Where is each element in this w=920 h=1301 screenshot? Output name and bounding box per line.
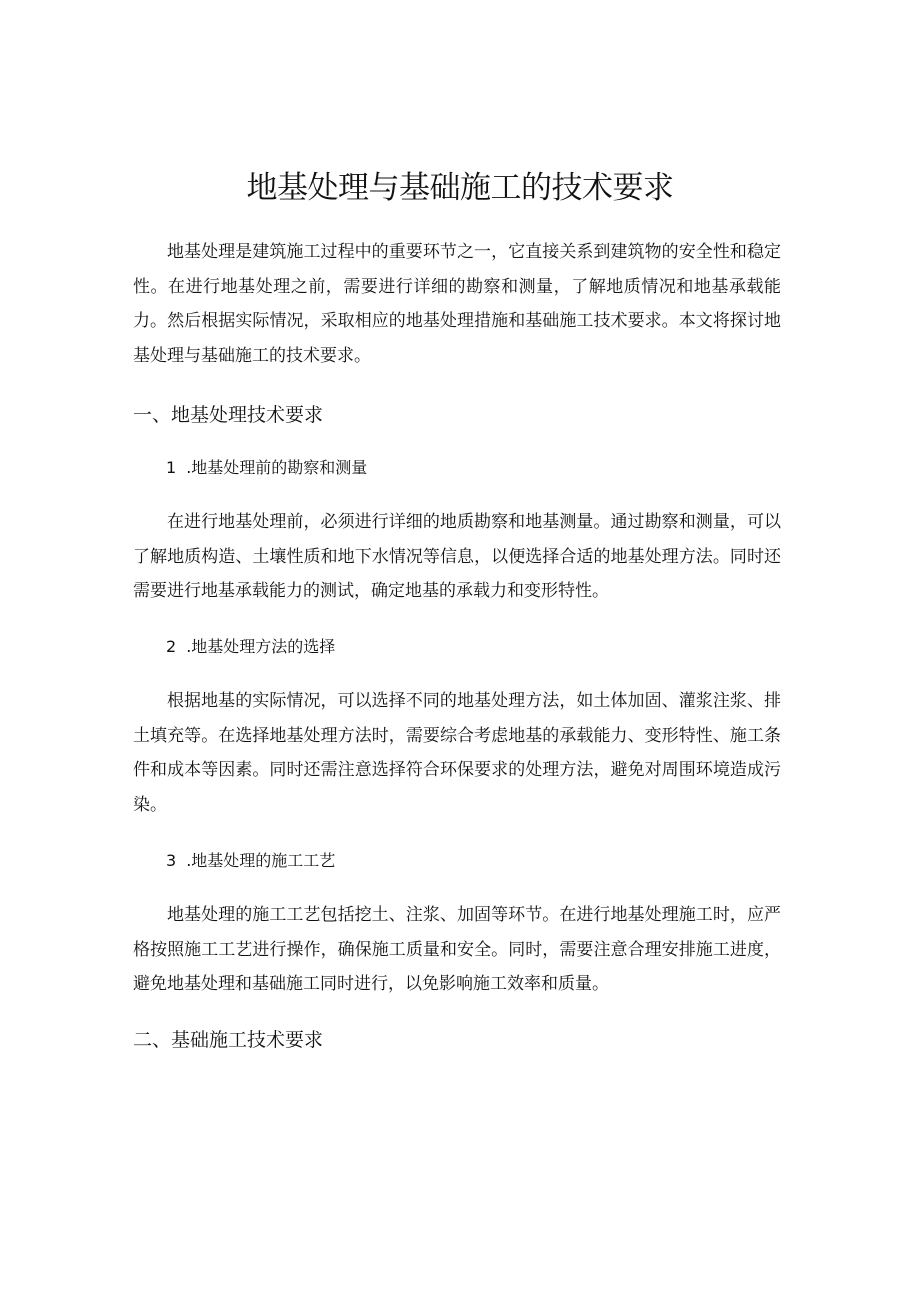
subsection-paragraph-1-1: 在进行地基处理前，必须进行详细的地质勘察和地基测量。通过勘察和测量，可以了解地质构造、土壤性质和地下水情况等信息，以便选择合适的地基处理方法。同时还需要进行地基承载能力的测试，确定地基的承载力和变形特性。: [133, 512, 781, 601]
subsection-number: 3: [166, 851, 177, 870]
subsection-heading-1-1: [166, 454, 367, 482]
section-heading-2: 二、基础施工技术要求: [133, 1029, 324, 1051]
subsection-title: .地基处理前的勘察和测量: [186, 458, 368, 477]
subsection-paragraph-1-3: 地基处理的施工工艺包括挖土、注浆、加固等环节。在进行地基处理施工时，应严格按照施工工艺进行操作，确保施工质量和安全。同时，需要注意合理安排施工进度，避免地基处理和基础施工同时进行，以免影响施工效率和质量。: [133, 905, 781, 994]
intro-paragraph: 地基处理是建筑施工过程中的重要环节之一，它直接关系到建筑物的安全性和稳定性。在进行地基处理之前，需要进行详细的勘察和测量，了解地质情况和地基承载能力。然后根据实际情况，采取相应的地基处理措施和基础施工技术要求。本文将探讨地基处理与基础施工的技术要求。: [133, 242, 781, 366]
subsection-paragraph-1-2: 根据地基的实际情况，可以选择不同的地基处理方法，如土体加固、灌浆注浆、排土填充等。在选择地基处理方法时，需要综合考虑地基的承载能力、变形特性、施工条件和成本等因素。同时还需注意选择符合环保要求的处理方法，避免对周围环境造成污染。: [133, 691, 781, 815]
subsection-title: .地基处理方法的选择: [186, 637, 336, 656]
section-heading-1: 一、地基处理技术要求: [133, 404, 324, 426]
subsection-number: 1: [166, 458, 177, 477]
subsection-number: 2: [166, 637, 177, 656]
subsection-heading-1-3: [166, 847, 335, 875]
subsection-title: .地基处理的施工工艺: [186, 851, 336, 870]
document-title: 地基处理与基础施工的技术要求: [246, 170, 674, 206]
subsection-heading-1-2: [166, 633, 335, 661]
